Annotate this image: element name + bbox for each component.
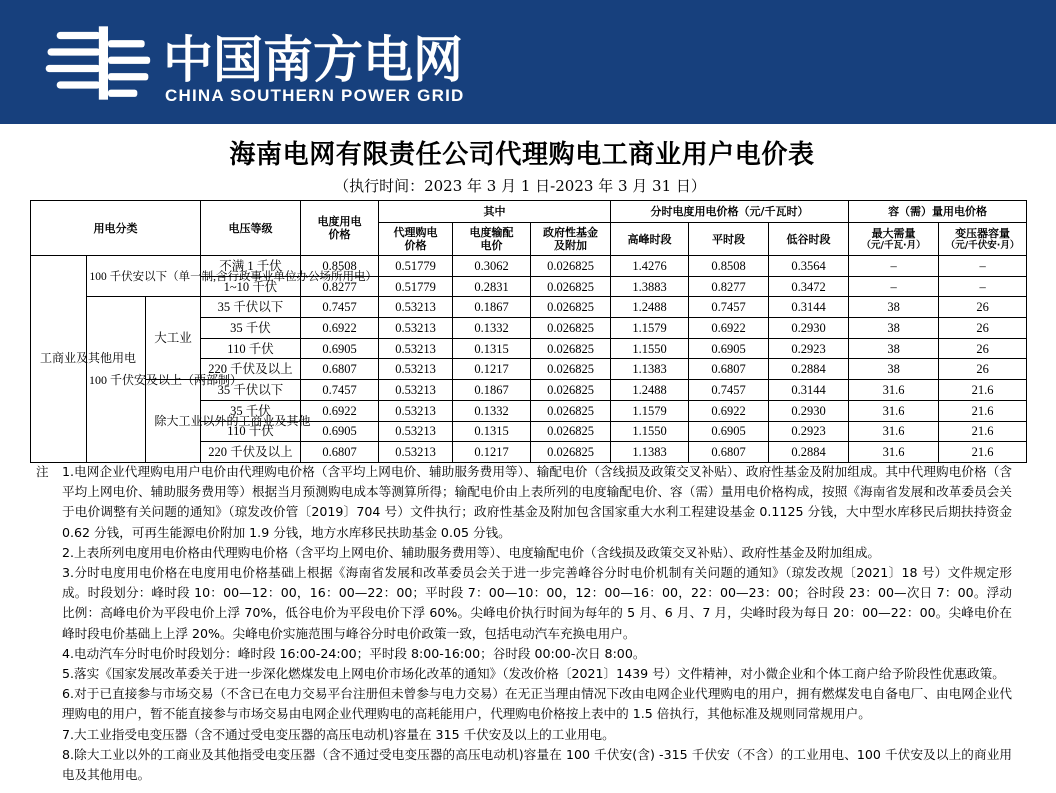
agent-price-cell: 0.53213 xyxy=(379,338,453,359)
notes-list xyxy=(62,462,1012,785)
valley-price-cell: 0.3472 xyxy=(769,276,849,297)
header-transformer-capacity-unit: （元/千伏安·月） xyxy=(945,240,1020,251)
voltage-level-cell: 110 千伏 xyxy=(201,338,301,359)
note-item: 5.落实《国家发展改革委关于进一步深化燃煤发电上网电价市场化改革的通知》（发改价格〔2021〕1439 号）文件精神，对小微企业和个体工商户给予阶段性优惠政策。 xyxy=(62,666,1005,682)
group-commercial-other xyxy=(31,256,137,463)
agent-price-cell: 0.53213 xyxy=(379,318,453,339)
valley-price-cell: 0.2884 xyxy=(769,442,849,463)
energy-price-cell: 0.7457 xyxy=(301,380,379,401)
valley-price-cell: 0.2930 xyxy=(769,400,849,421)
group-two-part-system-label: 100 千伏安及以上（两部制） xyxy=(89,372,243,387)
max-demand-price-cell: 38 xyxy=(849,338,939,359)
voltage-level-cell: 不满 1 千伏 xyxy=(201,256,301,277)
flat-price-cell: 0.6922 xyxy=(689,318,769,339)
transmission-price-cell: 0.1867 xyxy=(453,297,531,318)
voltage-level-cell: 110 千伏 xyxy=(201,421,301,442)
note-item: 2.上表所列电度用电价格由代理购电价格（含平均上网电价、辅助服务费用等）、电度输配电价（含线损及政策交叉补贴）、政府性基金及附加组成。 xyxy=(62,544,881,560)
agent-price-cell: 0.53213 xyxy=(379,400,453,421)
max-demand-price-cell: 38 xyxy=(849,297,939,318)
note-item: 8.除大工业以外的工商业及其他指受电变压器（含不通过受电变压器的高压电动机)容量在 100 千伏安(含) -315 千伏安（不含）的工业用电、100 千伏安及以上的商业用电及其他用电。 xyxy=(62,746,1012,783)
header-capacity-group: 容（需）量用电价格 xyxy=(849,201,1027,223)
voltage-level-cell: 35 千伏以下 xyxy=(201,297,301,318)
brand-name-chinese: 中国南方电网 xyxy=(163,31,463,89)
flat-price-cell: 0.6905 xyxy=(689,338,769,359)
transformer-capacity-price-cell: 21.6 xyxy=(939,421,1027,442)
agent-price-cell: 0.53213 xyxy=(379,297,453,318)
group-other-commercial-label: 除大工业以外的工商业及其他 xyxy=(154,414,311,428)
max-demand-price-cell: – xyxy=(849,256,939,277)
flat-price-cell: 0.8277 xyxy=(689,276,769,297)
peak-price-cell: 1.2488 xyxy=(611,297,689,318)
group-large-industry: 大工业 xyxy=(146,297,201,380)
group-single-system-label: 100 千伏安以下（单一制,含行政事业单位办公场所用电） xyxy=(89,270,377,283)
energy-price-cell: 0.6807 xyxy=(301,359,379,380)
transmission-price-cell: 0.3062 xyxy=(453,256,531,277)
header-max-demand-label: 最大需量 xyxy=(871,227,916,240)
gov-fund-cell: 0.026825 xyxy=(531,359,611,380)
voltage-level-cell: 35 千伏 xyxy=(201,318,301,339)
energy-price-cell: 0.7457 xyxy=(301,297,379,318)
transmission-price-cell: 0.1315 xyxy=(453,421,531,442)
max-demand-price-cell: 31.6 xyxy=(849,442,939,463)
peak-price-cell: 1.1383 xyxy=(611,359,689,380)
peak-price-cell: 1.1550 xyxy=(611,421,689,442)
transmission-price-cell: 0.1332 xyxy=(453,318,531,339)
table-header-row xyxy=(31,201,1027,223)
gov-fund-cell: 0.026825 xyxy=(531,297,611,318)
transmission-price-cell: 0.2831 xyxy=(453,276,531,297)
transmission-price-cell: 0.1867 xyxy=(453,380,531,401)
header-gov-fund-label: 政府性基金及附加 xyxy=(543,226,599,252)
header-transformer-capacity-label: 变压器容量 xyxy=(955,227,1011,240)
note-item: 1.电网企业代理购电用户电价由代理购电价格（含平均上网电价、辅助服务费用等）、输配电价（含线损及政策交叉补贴）、政府性基金及附加组成。其中代理购电价格（含平均上网电价、辅助服务费用等）根据当月预测购电成本等测算所得；输配电价由上表所列的电度输配电价、容（需）量用电价格构成，按照《海南省发展和改革委员会关于电价调整有关问题的通知》（琼发改价管〔2019〕704 号）文件执行；政府性基金及附加包含国家重大水利工程建设基金 0.1125 分钱，大中型水库移民后期扶持资金 0.62 分钱，可再生能源电价附加 1.9 分钱，地方水库移民扶助基金 0.05 分钱。 xyxy=(62,464,1012,540)
price-table xyxy=(30,200,1027,463)
peak-price-cell: 1.1579 xyxy=(611,318,689,339)
notes-label: 注 xyxy=(36,464,49,479)
gov-fund-cell: 0.026825 xyxy=(531,421,611,442)
transformer-capacity-price-cell: 26 xyxy=(939,359,1027,380)
flat-price-cell: 0.6922 xyxy=(689,400,769,421)
voltage-level-cell: 1~10 千伏 xyxy=(201,276,301,297)
agent-price-cell: 0.53213 xyxy=(379,380,453,401)
energy-price-cell: 0.6905 xyxy=(301,421,379,442)
header-transmission-price xyxy=(453,223,531,256)
flat-price-cell: 0.7457 xyxy=(689,380,769,401)
energy-price-cell: 0.6807 xyxy=(301,442,379,463)
energy-price-cell: 0.8277 xyxy=(301,276,379,297)
transformer-capacity-price-cell: 26 xyxy=(939,338,1027,359)
gov-fund-cell: 0.026825 xyxy=(531,442,611,463)
voltage-level-cell: 220 千伏及以上 xyxy=(201,442,301,463)
transformer-capacity-price-cell: – xyxy=(939,276,1027,297)
note-item: 6.对于已直接参与市场交易（不含已在电力交易平台注册但未曾参与电力交易）在无正当理由情况下改由电网企业代理购电的用户，拥有燃煤发电自备电厂、由电网企业代理购电的用户，暂不能直接参与市场交易由电网企业代理购电的高耗能用户，代理购电价格按上表中的 1.5 倍执行，其他标准及规则同常规用户。 xyxy=(62,686,1012,722)
header-energy-price-label: 电度用电价格 xyxy=(317,215,362,241)
energy-price-cell: 0.6922 xyxy=(301,400,379,421)
agent-price-cell: 0.53213 xyxy=(379,359,453,380)
transmission-price-cell: 0.1332 xyxy=(453,400,531,421)
table-row xyxy=(31,297,1027,318)
flat-price-cell: 0.6807 xyxy=(689,359,769,380)
energy-price-cell: 0.6922 xyxy=(301,318,379,339)
agent-price-cell: 0.51779 xyxy=(379,276,453,297)
voltage-level-cell: 220 千伏及以上 xyxy=(201,359,301,380)
transformer-capacity-price-cell: 21.6 xyxy=(939,400,1027,421)
gov-fund-cell: 0.026825 xyxy=(531,256,611,277)
transmission-price-cell: 0.1217 xyxy=(453,442,531,463)
gov-fund-cell: 0.026825 xyxy=(531,318,611,339)
valley-price-cell: 0.2923 xyxy=(769,421,849,442)
valley-price-cell: 0.2923 xyxy=(769,338,849,359)
peak-price-cell: 1.1383 xyxy=(611,442,689,463)
peak-price-cell: 1.2488 xyxy=(611,380,689,401)
header-transmission-price-label: 电度输配电价 xyxy=(469,226,514,252)
header-valley: 低谷时段 xyxy=(769,223,849,256)
transformer-capacity-price-cell: 26 xyxy=(939,297,1027,318)
peak-price-cell: 1.1550 xyxy=(611,338,689,359)
transformer-capacity-price-cell: 21.6 xyxy=(939,442,1027,463)
transmission-price-cell: 0.1217 xyxy=(453,359,531,380)
max-demand-price-cell: 38 xyxy=(849,318,939,339)
flat-price-cell: 0.6905 xyxy=(689,421,769,442)
header-tou-group: 分时电度用电价格（元/千瓦时） xyxy=(611,201,849,223)
header-max-demand-unit: （元/千瓦·月） xyxy=(861,240,926,251)
csg-logo-icon xyxy=(42,24,152,102)
valley-price-cell: 0.3564 xyxy=(769,256,849,277)
header-agent-price xyxy=(379,223,453,256)
group-commercial-other-label: 工商业及其他用电 xyxy=(40,351,137,366)
agent-price-cell: 0.51779 xyxy=(379,256,453,277)
max-demand-price-cell: 31.6 xyxy=(849,421,939,442)
peak-price-cell: 1.1579 xyxy=(611,400,689,421)
header-banner xyxy=(0,0,1056,124)
document-subtitle: （执行时间：2023 年 3 月 1 日-2023 年 3 月 31 日） xyxy=(334,177,706,195)
agent-price-cell: 0.53213 xyxy=(379,442,453,463)
table-row xyxy=(31,256,1027,277)
flat-price-cell: 0.7457 xyxy=(689,297,769,318)
valley-price-cell: 0.3144 xyxy=(769,380,849,401)
energy-price-cell: 0.6905 xyxy=(301,338,379,359)
gov-fund-cell: 0.026825 xyxy=(531,400,611,421)
energy-price-cell: 0.8508 xyxy=(301,256,379,277)
max-demand-price-cell: 31.6 xyxy=(849,380,939,401)
peak-price-cell: 1.4276 xyxy=(611,256,689,277)
valley-price-cell: 0.3144 xyxy=(769,297,849,318)
note-item: 7.大工业指受电变压器（含不通过受电变压器的高压电动机)容量在 315 千伏安及以上的工业用电。 xyxy=(62,726,615,742)
transmission-price-cell: 0.1315 xyxy=(453,338,531,359)
header-of-which: 其中 xyxy=(379,201,611,223)
transformer-capacity-price-cell: 26 xyxy=(939,318,1027,339)
max-demand-price-cell: – xyxy=(849,276,939,297)
transformer-capacity-price-cell: 21.6 xyxy=(939,380,1027,401)
transformer-capacity-price-cell: – xyxy=(939,256,1027,277)
header-energy-price xyxy=(301,201,379,256)
header-flat: 平时段 xyxy=(689,223,769,256)
header-transformer-capacity xyxy=(939,223,1027,256)
agent-price-cell: 0.53213 xyxy=(379,421,453,442)
voltage-level-cell: 35 千伏以下 xyxy=(201,380,301,401)
gov-fund-cell: 0.026825 xyxy=(531,380,611,401)
gov-fund-cell: 0.026825 xyxy=(531,338,611,359)
note-item: 4.电动汽车分时电价时段划分：峰时段 16:00-24:00；平时段 8:00-16:00；谷时段 00:00-次日 8:00。 xyxy=(62,645,646,661)
valley-price-cell: 0.2930 xyxy=(769,318,849,339)
brand-name-english: CHINA SOUTHERN POWER GRID xyxy=(165,86,465,105)
flat-price-cell: 0.8508 xyxy=(689,256,769,277)
max-demand-price-cell: 31.6 xyxy=(849,400,939,421)
header-agent-price-label: 代理购电价格 xyxy=(393,226,438,252)
header-gov-fund xyxy=(531,223,611,256)
header-voltage: 电压等级 xyxy=(201,201,301,256)
header-category: 用电分类 xyxy=(31,201,201,256)
notes-section xyxy=(34,462,1014,790)
peak-price-cell: 1.3883 xyxy=(611,276,689,297)
gov-fund-cell: 0.026825 xyxy=(531,276,611,297)
note-item: 3.分时电度用电价格在电度用电价格基础上根据《海南省发展和改革委员会关于进一步完善峰谷分时电价机制有关问题的通知》（琼发改规〔2021〕18 号）文件规定形成。时段划分：峰时段 10：00—12：00，16：00—22：00；平时段 7：00—10：00，12：00—16：00，22：00—23：00；谷时段 23：00—次日 7：00。浮动比例：高峰电价为平段电价上浮 70%，低谷电价为平段电价下浮 60%。尖峰电价执行时间为每年的 5 月、6 月、7 月，尖峰时段为每日 20：00—22：00。尖峰电价在峰时段电价基础上上浮 20%。尖峰电价实施范围与峰谷分时电价政策一致，包括电动汽车充换电用户。 xyxy=(62,565,1012,641)
header-peak: 高峰时段 xyxy=(611,223,689,256)
voltage-level-cell: 35 千伏 xyxy=(201,400,301,421)
max-demand-price-cell: 38 xyxy=(849,359,939,380)
flat-price-cell: 0.6807 xyxy=(689,442,769,463)
valley-price-cell: 0.2884 xyxy=(769,359,849,380)
header-max-demand xyxy=(849,223,939,256)
document-title: 海南电网有限责任公司代理购电工商业用户电价表 xyxy=(229,140,815,170)
